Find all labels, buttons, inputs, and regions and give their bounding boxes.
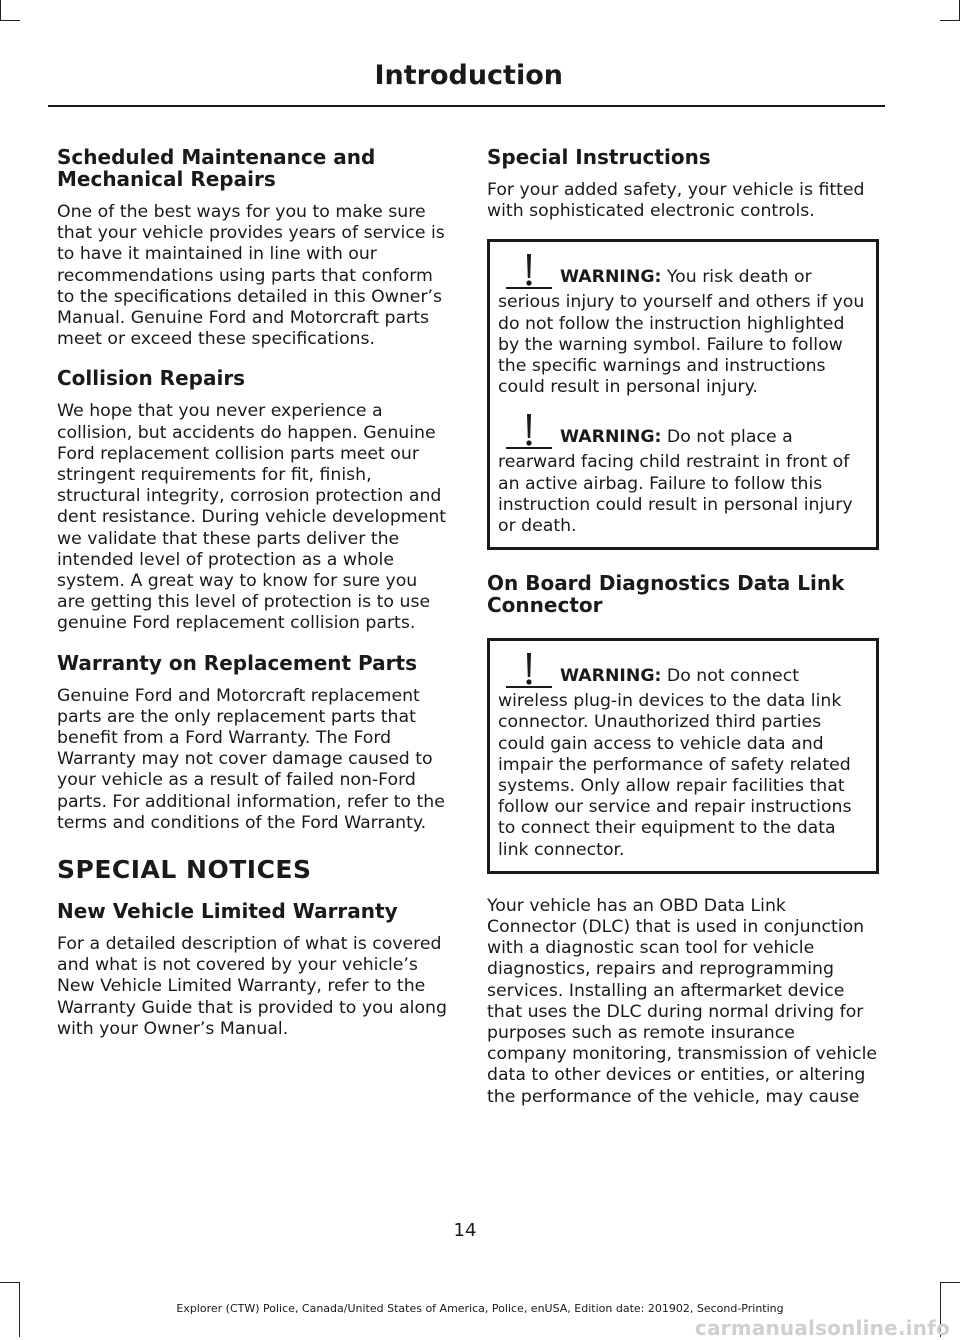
section-title: Collision Repairs (57, 366, 246, 391)
crop-mark (0, 20, 20, 21)
warning-icon (504, 252, 554, 292)
warning-icon (504, 651, 554, 691)
warning-text: You risk death or serious injury to yourself and others if you do not follow the instruction highlighted by the warning symbol. Failure to follow the specific warnings and instructions could result in personal injury. (498, 267, 865, 398)
warning-text: Do not place a rearward facing child restraint in front of an active airbag. Failure to follow this instruction could result in personal injury or death. (498, 427, 853, 537)
warning-icon (504, 412, 554, 452)
warning-text: Do not connect wireless plug-in devices to the data link connector. Unauthorized third parties could gain access to vehicle data and impair the performance of safety related systems. Only allow repair facilities that follow our service and repair instructions to connect their equipment to the data link connector. (498, 666, 852, 860)
warning-label: WARNING: (560, 267, 662, 288)
section-title: Special Instructions (487, 145, 711, 169)
warning-box (487, 239, 879, 550)
section-body: Genuine Ford and Motorcraft replacement parts are the only replacement parts that benefit from a Ford Warranty. The Ford Warranty may not cover damage caused to your vehicle as a result of failed non-Ford parts. For additional information, refer to the terms and conditions of the Ford Warranty. (57, 685, 445, 833)
section-body: One of the best ways for you to make sure that your vehicle provides years of service is to have it maintained in line with our recommendations using parts that conform to the specifications detailed in this Owner’s Manual. Genuine Ford and Motorcraft parts meet or exceed these specifications. (57, 202, 445, 350)
warning-item (498, 412, 868, 537)
warning-label: WARNING: (560, 427, 662, 448)
chapter-heading: SPECIAL NOTICES (57, 855, 312, 885)
warning-item (498, 651, 868, 861)
crop-mark (0, 0, 1, 20)
section-body: For a detailed description of what is covered and what is not covered by your vehicle’s New Vehicle Limited Warranty, refer to the Warranty Guide that is provided to you along with your Owner’s Manual. (57, 934, 447, 1039)
section-title: Warranty on Replacement Parts (57, 650, 417, 675)
section-title: On Board Diagnostics Data Link Connector (487, 571, 845, 618)
warning-item (498, 252, 868, 398)
section-body: We hope that you never experience a collision, but accidents do happen. Genuine Ford replacement collision parts meet our stringent requirements for fit, finish, structural integrity, corrosion protection and dent resistance. During vehicle development we validate that these parts deliver the intended level of protection as a whole system. A great way to know for sure you are getting this level of protection is to use genuine Ford replacement collision parts. (57, 401, 447, 634)
header-rule (48, 105, 885, 107)
warning-box (487, 638, 879, 874)
edition-footer: Explorer (CTW) Police, Canada/United States of America, Police, enUSA, Edition date: 201902, Second-Printing (176, 1302, 784, 1315)
watermark: carmanualsonline.info (694, 1316, 950, 1340)
page-number: 14 (453, 1220, 477, 1241)
left-column (57, 146, 449, 1057)
section-title: Scheduled Maintenance and Mechanical Repairs (57, 145, 376, 191)
section-body: For your added safety, your vehicle is fitted with sophisticated electronic controls. (487, 180, 865, 222)
warning-label: WARNING: (560, 666, 662, 687)
crop-mark (940, 1282, 960, 1283)
section-body: Your vehicle has an OBD Data Link Connector (DLC) that is used in conjunction with a diagnostic scan tool for vehicle diagnostics, repairs and reprogramming services. Installing an aftermarket device that uses the DLC during normal driving for purposes such as remote insurance company monitoring, transmission of vehicle data to other devices or entities, or altering the performance of the vehicle, may cause (487, 895, 878, 1107)
section-title: New Vehicle Limited Warranty (57, 899, 398, 924)
crop-mark (0, 1282, 20, 1283)
right-column (487, 146, 879, 1125)
crop-mark (940, 20, 960, 21)
page-title: Introduction (374, 60, 563, 91)
